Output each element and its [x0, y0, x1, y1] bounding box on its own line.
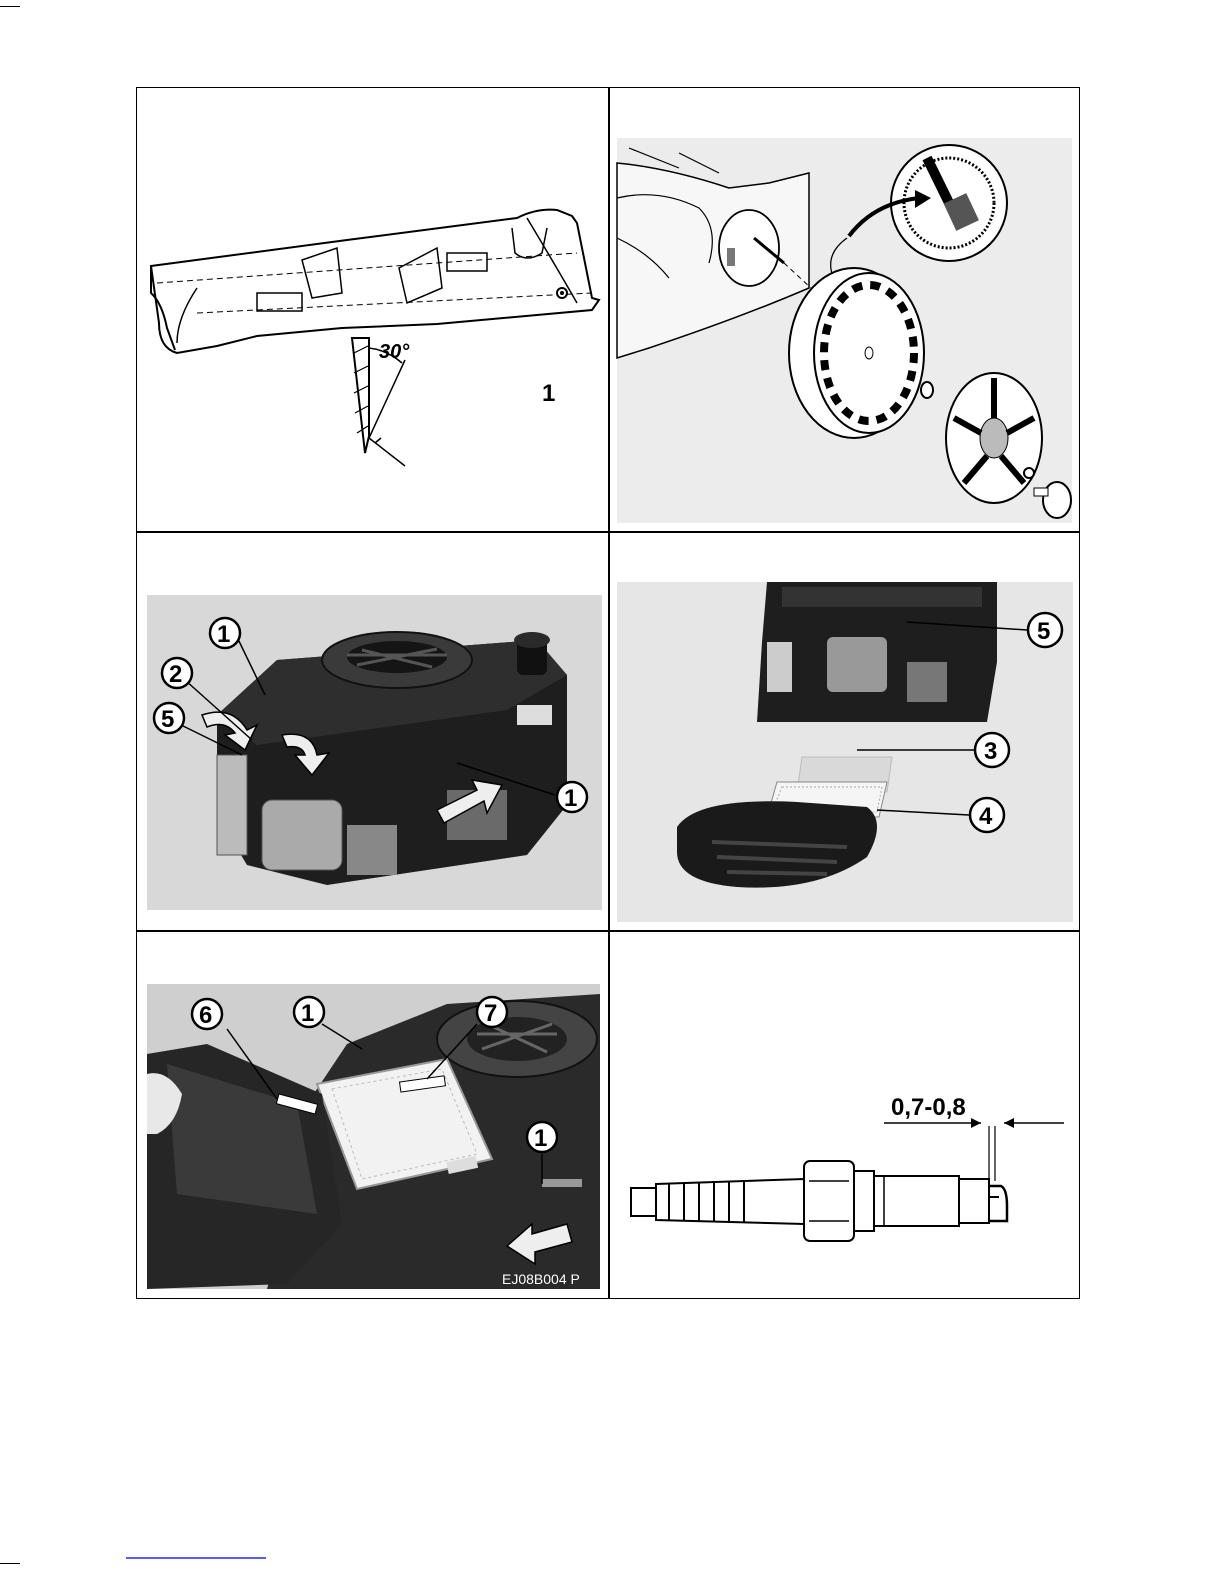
blade-drawing [137, 88, 608, 531]
engine-cover-callout-1-right: 1 [564, 785, 578, 812]
air-filter-callout-5: 5 [1037, 618, 1051, 645]
engine-cover-photo [147, 595, 602, 910]
footer-link-underline [126, 1557, 266, 1559]
filter-removal-callout-1-top: 1 [301, 1000, 315, 1027]
spark-plug-drawing [609, 931, 1081, 1300]
air-filter-callout-4: 4 [979, 803, 993, 830]
figure-wheel [609, 88, 1081, 531]
photo-code: EJ08B004 P [502, 1271, 580, 1287]
air-filter-photo [617, 582, 1073, 922]
engine-cover-callout-1-top: 1 [217, 621, 231, 648]
crop-mark-top-left [0, 6, 20, 7]
air-filter-callout-3: 3 [984, 738, 998, 765]
filter-removal-callout-1-right: 1 [534, 1125, 548, 1152]
engine-cover-callout-2: 2 [169, 661, 183, 688]
filter-removal-callout-7: 7 [484, 1000, 498, 1027]
blade-callout-1: 1 [542, 380, 556, 407]
blade-angle-label: 30° [379, 341, 410, 363]
figure-engine-cover [137, 532, 608, 930]
figure-grid [136, 87, 1080, 1299]
spark-plug-gap-label: 0,7-0,8 [891, 1094, 966, 1121]
crop-mark-bottom-left [0, 1563, 20, 1564]
figure-blade [137, 88, 608, 531]
wheel-drawing [609, 88, 1081, 531]
figure-filter-removal [137, 931, 608, 1300]
filter-removal-photo [147, 984, 600, 1289]
engine-cover-callout-5: 5 [161, 706, 175, 733]
figure-air-filter-parts [609, 532, 1081, 930]
filter-removal-callout-6: 6 [199, 1002, 213, 1029]
figure-spark-plug [609, 931, 1081, 1300]
